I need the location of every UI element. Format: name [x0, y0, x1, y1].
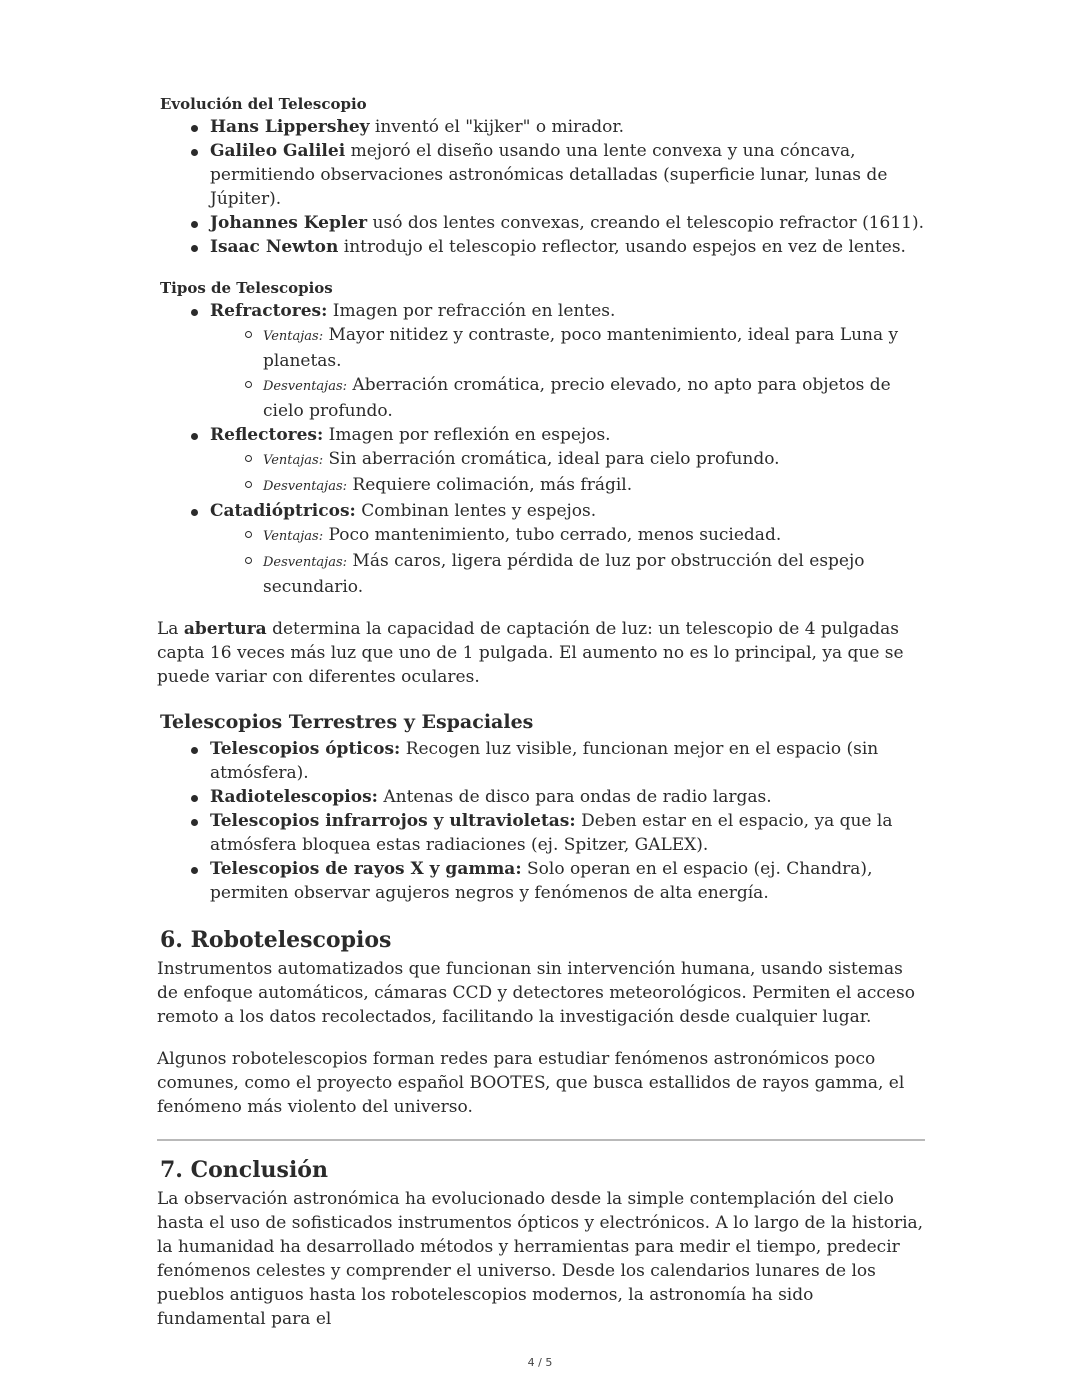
list-item: Telescopios ópticos: Recogen luz visible, funcionan mejor en el espacio (sin atmósfera).	[157, 737, 925, 785]
list-item: Telescopios de rayos X y gamma: Solo operan en el espacio (ej. Chandra), permiten observar agujeros negros y fenómenos de alta energía.	[157, 857, 925, 905]
robotelescopes-paragraph-2: Algunos robotelescopios forman redes para estudiar fenómenos astronómicos poco comunes, como el proyecto español BOOTES, que busca estallidos de rayos gamma, el fenómeno más violento del universo.	[157, 1049, 905, 1117]
robotelescopes-heading: 6. Robotelescopios	[160, 927, 392, 953]
list-item: Catadióptricos: Combinan lentes y espejos. Ventajas: Poco mantenimiento, tubo cerrado, menos suciedad. Desventajas: Más caros, ligera pérdida de luz por obstrucción del espejo secundario.	[157, 499, 925, 599]
evolution-list	[157, 115, 925, 259]
list-item: Galileo Galilei mejoró el diseño usando una lente convexa y una cóncava, permitiendo observaciones astronómicas detalladas (superficie lunar, lunas de Júpiter).	[157, 139, 925, 211]
sub-list-item: Desventajas: Aberración cromática, precio elevado, no apto para objetos de cielo profundo.	[210, 373, 925, 423]
list-item: Reflectores: Imagen por reflexión en espejos. Ventajas: Sin aberración cromática, ideal para cielo profundo. Desventajas: Requiere colimación, más frágil.	[157, 423, 925, 499]
page-number: 4 / 5	[527, 1356, 553, 1369]
types-heading: Tipos de Telescopios	[160, 279, 333, 297]
conclusion-paragraph: La observación astronómica ha evolucionado desde la simple contemplación del cielo hasta el uso de sofisticados instrumentos ópticos y electrónicos. A lo largo de la historia, la humanidad ha desarrollado métodos y herramientas para medir el tiempo, predecir fenómenos celestes y comprender el universo. Desde los calendarios lunares de los pueblos antiguos hasta los robotelescopios modernos, la astronomía ha sido fundamental para el	[157, 1189, 924, 1329]
sub-list	[210, 523, 925, 599]
list-item: Hans Lippershey inventó el "kijker" o mirador.	[157, 115, 925, 139]
list-item: Isaac Newton introdujo el telescopio reflector, usando espejos en vez de lentes.	[157, 235, 925, 259]
robotelescopes-paragraph-1: Instrumentos automatizados que funcionan sin intervención humana, usando sistemas de enfoque automáticos, cámaras CCD y detectores meteorológicos. Permiten el acceso remoto a los datos recolectados, facilitando la investigación desde cualquier lugar.	[157, 959, 915, 1027]
sub-list-item: Ventajas: Mayor nitidez y contraste, poco mantenimiento, ideal para Luna y planetas.	[210, 323, 925, 373]
terrestrial-heading: Telescopios Terrestres y Espaciales	[160, 711, 534, 733]
types-list	[157, 299, 925, 599]
terrestrial-list	[157, 737, 925, 905]
sub-list	[210, 323, 925, 423]
sub-list-item: Desventajas: Requiere colimación, más frágil.	[210, 473, 925, 499]
sub-list	[210, 447, 925, 499]
sub-list-item: Ventajas: Sin aberración cromática, ideal para cielo profundo.	[210, 447, 925, 473]
document-page	[157, 93, 925, 1331]
list-item: Telescopios infrarrojos y ultravioletas: Deben estar en el espacio, ya que la atmósfera bloquea estas radiaciones (ej. Spitzer, GALEX).	[157, 809, 925, 857]
sub-list-item: Desventajas: Más caros, ligera pérdida de luz por obstrucción del espejo secundario.	[210, 549, 925, 599]
list-item: Refractores: Imagen por refracción en lentes. Ventajas: Mayor nitidez y contraste, poco mantenimiento, ideal para Luna y planetas. Desventajas: Aberración cromática, precio elevado, no apto para objetos de cielo profundo.	[157, 299, 925, 423]
sub-list-item: Ventajas: Poco mantenimiento, tubo cerrado, menos suciedad.	[210, 523, 925, 549]
evolution-heading: Evolución del Telescopio	[160, 95, 367, 113]
aperture-paragraph: La abertura determina la capacidad de captación de luz: un telescopio de 4 pulgadas capta 16 veces más luz que uno de 1 pulgada. El aumento no es lo principal, ya que se puede variar con diferentes oculares.	[157, 619, 904, 687]
list-item: Johannes Kepler usó dos lentes convexas, creando el telescopio refractor (1611).	[157, 211, 925, 235]
conclusion-heading: 7. Conclusión	[160, 1157, 328, 1183]
divider	[157, 1139, 925, 1141]
list-item: Radiotelescopios: Antenas de disco para ondas de radio largas.	[157, 785, 925, 809]
